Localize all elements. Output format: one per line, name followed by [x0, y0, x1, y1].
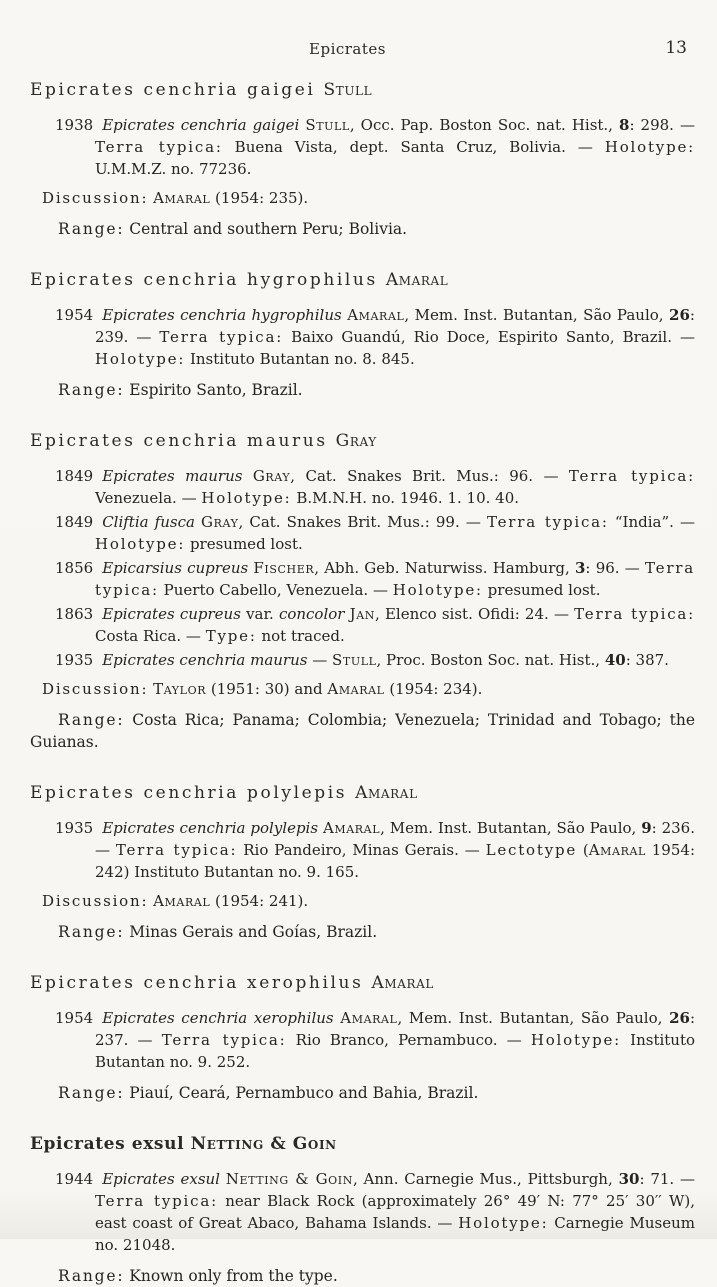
range-line: Range: Piauí, Ceará, Pernambuco and Bahia, Brazil.: [58, 1084, 479, 1102]
species-section-polylepis: [30, 783, 695, 943]
synonymy-entry: [55, 304, 695, 370]
species-section-gaigei: [30, 80, 695, 240]
entry-year: 1863: [55, 605, 94, 623]
synonymy-entry: [55, 817, 695, 883]
entry-year: 1938: [55, 116, 94, 134]
entry-year: 1954: [55, 1009, 94, 1027]
species-heading: Epicrates cenchria maurus Gray: [30, 431, 377, 451]
species-section-xerophilus: [30, 973, 695, 1104]
entry-text: Epicrates exsul Netting & Goin, Ann. Carnegie Mus., Pittsburgh, 30: 71. — Terra typica: near Black Rock (approximately 26° 49′ N: 77° 25′ 30′′ W), east coast of Great Abaco, Bahama Islands. — Holotype: Carnegie Museum no. 21048.: [95, 1170, 695, 1254]
synonymy-entry: [55, 511, 695, 555]
discussion-line: Discussion: Amaral (1954: 235).: [42, 189, 309, 207]
species-heading: Epicrates cenchria xerophilus Amaral: [30, 973, 434, 993]
species-heading: Epicrates cenchria polylepis Amaral: [30, 783, 418, 803]
range-line: Range: Espirito Santo, Brazil.: [58, 381, 303, 399]
synonymy-entry: [55, 649, 695, 671]
entry-text: Epicrates cenchria polylepis Amaral, Mem. Inst. Butantan, São Paulo, 9: 236. — Terra typica: Rio Pandeiro, Minas Gerais. — Lectotype (Amaral 1954: 242) Instituto Butantan no. 9. 165.: [95, 819, 695, 881]
entry-year: 1944: [55, 1170, 94, 1188]
synonymy-entry: [55, 114, 696, 180]
range-line: Range: Minas Gerais and Goías, Brazil.: [58, 923, 378, 941]
range-line: Range: Costa Rica; Panama; Colombia; Venezuela; Trinidad and Tobago; the Guianas.: [30, 711, 695, 751]
range-line: Range: Central and southern Peru; Bolivia.: [58, 220, 408, 238]
synonymy-entry: [55, 1007, 696, 1073]
range-line: Range: Known only from the type.: [58, 1267, 338, 1285]
entry-year: 1935: [55, 819, 94, 837]
entry-text: Epicrates cenchria maurus — Stull, Proc. Boston Soc. nat. Hist., 40: 387.: [102, 651, 669, 669]
species-section-maurus: [30, 431, 695, 753]
species-heading: Epicrates cenchria gaigei Stull: [30, 80, 373, 100]
discussion-line: Discussion: Taylor (1951: 30) and Amaral (1954: 234).: [42, 680, 483, 698]
synonymy-entry: [55, 465, 696, 509]
running-head: Epicrates: [309, 40, 386, 58]
entry-year: 1935: [55, 651, 94, 669]
synonymy-entry: [55, 557, 696, 601]
entry-text: Epicarsius cupreus Fischer, Abh. Geb. Naturwiss. Hamburg, 3: 96. — Terra typica: Puerto Cabello, Venezuela. — Holotype: presumed lost.: [95, 559, 696, 599]
page-number: 13: [665, 38, 687, 58]
entry-text: Epicrates cenchria gaigei Stull, Occ. Pap. Boston Soc. nat. Hist., 8: 298. — Terra typica: Buena Vista, dept. Santa Cruz, Bolivia. — Holotype: U.M.M.Z. no. 77236.: [95, 116, 696, 178]
entry-year: 1849: [55, 513, 94, 531]
entry-text: Epicrates cenchria hygrophilus Amaral, Mem. Inst. Butantan, São Paulo, 26: 239. — Terra typica: Baixo Guandú, Rio Doce, Espirito Santo, Brazil. — Holotype: Instituto Butantan no. 8. 845.: [95, 306, 695, 368]
entry-text: Epicrates maurus Gray, Cat. Snakes Brit. Mus.: 96. — Terra typica: Venezuela. — Holotype: B.M.N.H. no. 1946. 1. 10. 40.: [95, 467, 696, 507]
species-section-exsul: [30, 1134, 695, 1287]
entry-year: 1954: [55, 306, 94, 324]
synonymy-entry: [55, 1168, 695, 1256]
species-heading: Epicrates cenchria hygrophilus Amaral: [30, 270, 449, 290]
entry-year: 1849: [55, 467, 94, 485]
entry-text: Epicrates cupreus var. concolor Jan, Elenco sist. Ofidi: 24. — Terra typica: Costa Rica. — Type: not traced.: [95, 605, 695, 645]
page-header: [30, 40, 695, 62]
species-section-hygrophilus: [30, 270, 695, 401]
entry-text: Cliftia fusca Gray, Cat. Snakes Brit. Mus.: 99. — Terra typica: “India”. — Holotype: presumed lost.: [95, 513, 695, 553]
species-heading: Epicrates exsul Netting & Goin: [30, 1134, 337, 1154]
synonymy-entry: [55, 603, 695, 647]
discussion-line: Discussion: Amaral (1954: 241).: [42, 892, 309, 910]
entry-year: 1856: [55, 559, 94, 577]
entry-text: Epicrates cenchria xerophilus Amaral, Mem. Inst. Butantan, São Paulo, 26: 237. — Terra typica: Rio Branco, Pernambuco. — Holotype: Instituto Butantan no. 9. 252.: [95, 1009, 696, 1071]
